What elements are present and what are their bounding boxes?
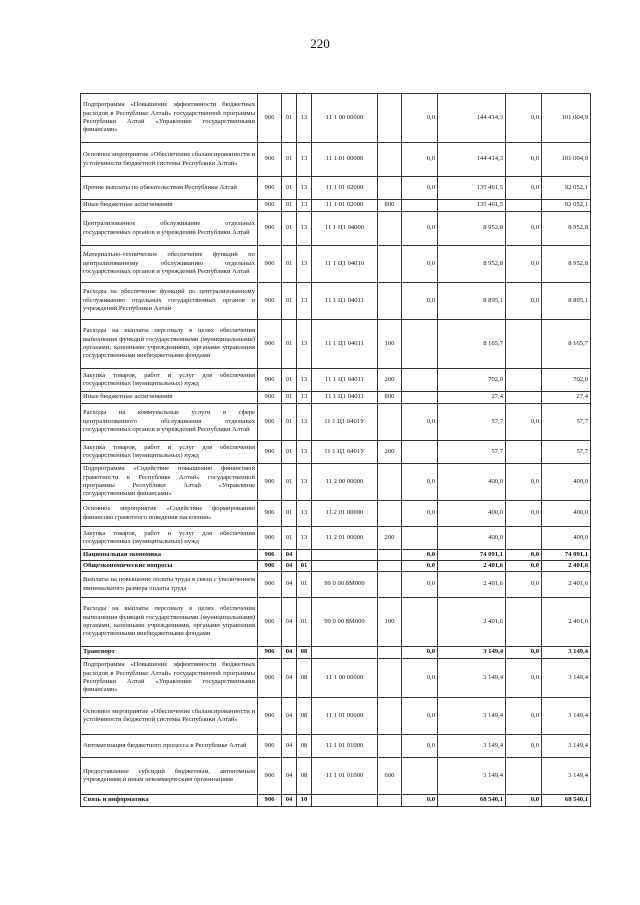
amount-cell-2: 3 149,4 — [438, 758, 506, 795]
amount-cell-2: 144 414,3 — [438, 94, 506, 143]
target-article-cell: 11 1 Ц1 04011 — [312, 392, 378, 404]
amount-cell-1: 0,0 — [402, 572, 438, 598]
amount-cell-1: 0,0 — [402, 647, 438, 659]
amount-cell-4: 702,0 — [542, 369, 591, 392]
section-code-cell: 01 — [282, 143, 297, 177]
grbs-code-cell: 906 — [258, 501, 282, 527]
amount-cell-1: 0,0 — [402, 246, 438, 283]
page-number: 220 — [310, 36, 330, 51]
amount-cell-2: 74 091,1 — [438, 550, 506, 561]
subsection-code-cell: 13 — [297, 283, 312, 320]
grbs-code-cell: 906 — [258, 527, 282, 550]
grbs-code-cell: 906 — [258, 212, 282, 246]
expense-type-cell — [378, 246, 402, 283]
table-row — [81, 758, 591, 795]
subsection-code-cell: 13 — [297, 527, 312, 550]
expense-type-cell: 200 — [378, 369, 402, 392]
section-code-cell: 04 — [282, 735, 297, 758]
subsection-code-cell: 13 — [297, 320, 312, 369]
amount-cell-1 — [402, 527, 438, 550]
row-name-cell: Национальная экономика — [81, 550, 258, 561]
row-name-cell: Прочие выплаты по обязательствам Республики Алтай — [81, 177, 258, 200]
grbs-code-cell: 906 — [258, 404, 282, 441]
amount-cell-2: 3 149,4 — [438, 735, 506, 758]
amount-cell-3 — [506, 200, 542, 212]
amount-cell-4: 3 149,4 — [542, 647, 591, 659]
section-code-cell: 01 — [282, 369, 297, 392]
amount-cell-1 — [402, 320, 438, 369]
amount-cell-1: 0,0 — [402, 795, 438, 807]
table-row — [81, 550, 591, 561]
target-article-cell: 11 1 00 00000 — [312, 94, 378, 143]
subsection-code-cell: 08 — [297, 735, 312, 758]
row-name-cell: Транспорт — [81, 647, 258, 659]
expense-type-cell: 100 — [378, 320, 402, 369]
expense-type-cell — [378, 795, 402, 807]
amount-cell-1: 0,0 — [402, 464, 438, 501]
row-name-cell: Расходы на обеспечение функций по централизованному обслуживанию отдельных государственных органов и учреждений Республики Алтай — [81, 283, 258, 320]
amount-cell-1: 0,0 — [402, 143, 438, 177]
table-row — [81, 246, 591, 283]
amount-cell-3: 0,0 — [506, 143, 542, 177]
amount-cell-2: 8 895,1 — [438, 283, 506, 320]
amount-cell-4: 8 952,8 — [542, 212, 591, 246]
amount-cell-2: 8 952,8 — [438, 212, 506, 246]
amount-cell-4: 2 401,6 — [542, 598, 591, 647]
table-row — [81, 94, 591, 143]
amount-cell-3: 0,0 — [506, 501, 542, 527]
amount-cell-2: 3 149,4 — [438, 698, 506, 735]
target-article-cell: 11 1 00 00000 — [312, 659, 378, 698]
table-row — [81, 143, 591, 177]
section-code-cell: 01 — [282, 527, 297, 550]
table-row — [81, 212, 591, 246]
target-article-cell: 11 1 01 00000 — [312, 143, 378, 177]
target-article-cell: 11 1 01 01000 — [312, 758, 378, 795]
amount-cell-4: 2 401,6 — [542, 561, 591, 572]
table-body — [81, 94, 591, 807]
grbs-code-cell: 906 — [258, 659, 282, 698]
row-name-cell: Основное мероприятие «Содействие формированию финансово грамотного поведения населения» — [81, 501, 258, 527]
amount-cell-1 — [402, 392, 438, 404]
amount-cell-1 — [402, 200, 438, 212]
amount-cell-1: 0,0 — [402, 735, 438, 758]
expense-type-cell: 800 — [378, 200, 402, 212]
expense-type-cell: 800 — [378, 392, 402, 404]
expense-type-cell: 600 — [378, 758, 402, 795]
amount-cell-4: 57,7 — [542, 441, 591, 464]
amount-cell-2: 2 401,6 — [438, 598, 506, 647]
amount-cell-4: 8 165,7 — [542, 320, 591, 369]
amount-cell-1: 0,0 — [402, 94, 438, 143]
amount-cell-2: 3 149,4 — [438, 659, 506, 698]
amount-cell-2: 8 165,7 — [438, 320, 506, 369]
grbs-code-cell: 906 — [258, 698, 282, 735]
amount-cell-3 — [506, 320, 542, 369]
amount-cell-4: 101 004,9 — [542, 94, 591, 143]
amount-cell-4: 3 149,4 — [542, 735, 591, 758]
expense-type-cell — [378, 212, 402, 246]
amount-cell-1: 0,0 — [402, 550, 438, 561]
amount-cell-3: 0,0 — [506, 561, 542, 572]
amount-cell-2: 400,0 — [438, 464, 506, 501]
amount-cell-4: 27,4 — [542, 392, 591, 404]
amount-cell-3 — [506, 527, 542, 550]
section-code-cell: 04 — [282, 698, 297, 735]
amount-cell-3 — [506, 392, 542, 404]
amount-cell-3: 0,0 — [506, 464, 542, 501]
row-name-cell: Предоставление субсидий бюджетным, автономным учреждениям и иным некоммерческим организациям — [81, 758, 258, 795]
amount-cell-2: 8 952,8 — [438, 246, 506, 283]
expense-type-cell — [378, 647, 402, 659]
amount-cell-3 — [506, 441, 542, 464]
section-code-cell: 04 — [282, 598, 297, 647]
expense-type-cell — [378, 572, 402, 598]
table-row — [81, 647, 591, 659]
subsection-code-cell: 13 — [297, 94, 312, 143]
subsection-code-cell: 08 — [297, 758, 312, 795]
amount-cell-3 — [506, 369, 542, 392]
target-article-cell — [312, 561, 378, 572]
target-article-cell: 99 0 00 8М000 — [312, 598, 378, 647]
amount-cell-2: 3 149,4 — [438, 647, 506, 659]
grbs-code-cell: 906 — [258, 598, 282, 647]
grbs-code-cell: 906 — [258, 758, 282, 795]
amount-cell-1 — [402, 441, 438, 464]
row-name-cell: Закупка товаров, работ и услуг для обеспечения государственных (муниципальных) нужд — [81, 441, 258, 464]
table-row — [81, 369, 591, 392]
table-row — [81, 795, 591, 807]
grbs-code-cell: 906 — [258, 392, 282, 404]
row-name-cell: Основное мероприятие «Обеспечение сбалансированности и устойчивости бюджетной системы Республики Алтай» — [81, 698, 258, 735]
subsection-code-cell: 13 — [297, 392, 312, 404]
expense-type-cell — [378, 501, 402, 527]
target-article-cell: 11 2 00 00000 — [312, 464, 378, 501]
target-article-cell: 11 2 01 00000 — [312, 527, 378, 550]
expense-type-cell — [378, 143, 402, 177]
amount-cell-1: 0,0 — [402, 501, 438, 527]
subsection-code-cell: 13 — [297, 246, 312, 283]
expense-type-cell — [378, 283, 402, 320]
grbs-code-cell: 906 — [258, 320, 282, 369]
expense-type-cell — [378, 735, 402, 758]
amount-cell-3 — [506, 598, 542, 647]
amount-cell-2: 702,0 — [438, 369, 506, 392]
amount-cell-1 — [402, 598, 438, 647]
row-name-cell: Основное мероприятие «Обеспечение сбалансированности и устойчивости бюджетной системы Республики Алтай» — [81, 143, 258, 177]
table-row — [81, 283, 591, 320]
amount-cell-2: 400,0 — [438, 501, 506, 527]
amount-cell-3: 0,0 — [506, 659, 542, 698]
section-code-cell: 01 — [282, 283, 297, 320]
target-article-cell: 11 1 Ц1 0401У — [312, 404, 378, 441]
section-code-cell: 04 — [282, 561, 297, 572]
amount-cell-3: 0,0 — [506, 94, 542, 143]
amount-cell-3: 0,0 — [506, 647, 542, 659]
amount-cell-3: 0,0 — [506, 177, 542, 200]
target-article-cell: 11 1 Ц1 04000 — [312, 212, 378, 246]
target-article-cell: 11 1 01 00000 — [312, 698, 378, 735]
target-article-cell: 99 0 00 8М000 — [312, 572, 378, 598]
row-name-cell: Подпрограмма «Повышение эффективности бюджетных расходов в Республике Алтай» государственной программы Республики Алтай «Управление государственными финансами» — [81, 94, 258, 143]
section-code-cell: 04 — [282, 795, 297, 807]
subsection-code-cell: 13 — [297, 177, 312, 200]
row-name-cell: Автоматизация бюджетного процесса в Республике Алтай — [81, 735, 258, 758]
row-name-cell: Подпрограмма «Повышение эффективности бюджетных расходов в Республике Алтай» государственной программы Республики Алтай «Управление государственными финансами» — [81, 659, 258, 698]
row-name-cell: Закупка товаров, работ и услуг для обеспечения государственных (муниципальных) нужд — [81, 527, 258, 550]
target-article-cell: 11 1 Ц1 0401У — [312, 441, 378, 464]
amount-cell-2: 57,7 — [438, 404, 506, 441]
amount-cell-3: 0,0 — [506, 550, 542, 561]
amount-cell-4: 400,0 — [542, 501, 591, 527]
section-code-cell: 01 — [282, 404, 297, 441]
table-row — [81, 572, 591, 598]
row-name-cell: Связь и информатика — [81, 795, 258, 807]
table-row — [81, 200, 591, 212]
table-row — [81, 698, 591, 735]
expense-type-cell: 200 — [378, 527, 402, 550]
table-row — [81, 501, 591, 527]
amount-cell-4: 400,0 — [542, 464, 591, 501]
row-name-cell: Расходы на коммунальные услуги в сфере централизованного обслуживания отдельных государственных органов и учреждений Республики Алтай — [81, 404, 258, 441]
target-article-cell: 11 1 01 02000 — [312, 200, 378, 212]
amount-cell-1: 0,0 — [402, 212, 438, 246]
amount-cell-4: 57,7 — [542, 404, 591, 441]
table-row — [81, 735, 591, 758]
amount-cell-1: 0,0 — [402, 659, 438, 698]
amount-cell-2: 27,4 — [438, 392, 506, 404]
row-name-cell: Расходы на выплаты персоналу в целях обеспечения выполнения функций государственными (муниципальными) органами, казенными учреждениями, органами управления государственными внебюджетными фондами — [81, 320, 258, 369]
subsection-code-cell — [297, 550, 312, 561]
amount-cell-2: 2 401,6 — [438, 572, 506, 598]
amount-cell-4: 2 401,6 — [542, 572, 591, 598]
target-article-cell: 11 1 01 02000 — [312, 177, 378, 200]
section-code-cell: 01 — [282, 177, 297, 200]
amount-cell-1 — [402, 758, 438, 795]
grbs-code-cell: 906 — [258, 647, 282, 659]
subsection-code-cell: 08 — [297, 698, 312, 735]
row-name-cell: Подпрограмма «Содействие повышению финансовой грамотности в Республике Алтай» государственной программы Республики Алтай «Управление государственными финансами» — [81, 464, 258, 501]
expense-type-cell — [378, 561, 402, 572]
grbs-code-cell: 906 — [258, 283, 282, 320]
amount-cell-3: 0,0 — [506, 404, 542, 441]
subsection-code-cell: 01 — [297, 561, 312, 572]
amount-cell-2: 144 414,3 — [438, 143, 506, 177]
section-code-cell: 01 — [282, 246, 297, 283]
amount-cell-2: 400,0 — [438, 527, 506, 550]
amount-cell-4: 74 091,1 — [542, 550, 591, 561]
grbs-code-cell: 906 — [258, 735, 282, 758]
subsection-code-cell: 01 — [297, 598, 312, 647]
amount-cell-3: 0,0 — [506, 212, 542, 246]
expense-type-cell — [378, 177, 402, 200]
subsection-code-cell: 10 — [297, 795, 312, 807]
subsection-code-cell: 13 — [297, 464, 312, 501]
budget-table — [80, 93, 591, 807]
amount-cell-1: 0,0 — [402, 283, 438, 320]
grbs-code-cell: 906 — [258, 246, 282, 283]
section-code-cell: 01 — [282, 200, 297, 212]
table-row — [81, 464, 591, 501]
target-article-cell — [312, 795, 378, 807]
amount-cell-4: 3 149,4 — [542, 659, 591, 698]
section-code-cell: 04 — [282, 572, 297, 598]
amount-cell-3: 0,0 — [506, 795, 542, 807]
target-article-cell: 11 2 01 00000 — [312, 501, 378, 527]
table-row — [81, 404, 591, 441]
amount-cell-1: 0,0 — [402, 698, 438, 735]
grbs-code-cell: 906 — [258, 94, 282, 143]
row-name-cell: Иные бюджетные ассигнования — [81, 200, 258, 212]
section-code-cell: 01 — [282, 94, 297, 143]
amount-cell-2: 135 461,5 — [438, 177, 506, 200]
amount-cell-4: 400,0 — [542, 527, 591, 550]
amount-cell-3: 0,0 — [506, 572, 542, 598]
section-code-cell: 04 — [282, 659, 297, 698]
grbs-code-cell: 906 — [258, 550, 282, 561]
subsection-code-cell: 08 — [297, 647, 312, 659]
expense-type-cell: 200 — [378, 441, 402, 464]
section-code-cell: 01 — [282, 392, 297, 404]
grbs-code-cell: 906 — [258, 143, 282, 177]
amount-cell-2: 68 540,1 — [438, 795, 506, 807]
row-name-cell: Иные бюджетные ассигнования — [81, 392, 258, 404]
table-row — [81, 392, 591, 404]
grbs-code-cell: 906 — [258, 177, 282, 200]
amount-cell-4: 68 540,1 — [542, 795, 591, 807]
grbs-code-cell: 906 — [258, 795, 282, 807]
amount-cell-2: 2 401,6 — [438, 561, 506, 572]
amount-cell-3: 0,0 — [506, 283, 542, 320]
table-row — [81, 441, 591, 464]
subsection-code-cell: 13 — [297, 441, 312, 464]
amount-cell-2: 135 461,5 — [438, 200, 506, 212]
section-code-cell: 01 — [282, 212, 297, 246]
subsection-code-cell: 13 — [297, 143, 312, 177]
target-article-cell — [312, 550, 378, 561]
amount-cell-3 — [506, 758, 542, 795]
section-code-cell: 01 — [282, 501, 297, 527]
subsection-code-cell: 01 — [297, 572, 312, 598]
section-code-cell: 01 — [282, 464, 297, 501]
grbs-code-cell: 906 — [258, 369, 282, 392]
table-row — [81, 320, 591, 369]
target-article-cell — [312, 647, 378, 659]
expense-type-cell: 100 — [378, 598, 402, 647]
grbs-code-cell: 906 — [258, 464, 282, 501]
target-article-cell: 11 1 Ц1 04011 — [312, 320, 378, 369]
section-code-cell: 04 — [282, 550, 297, 561]
table-row — [81, 561, 591, 572]
subsection-code-cell: 13 — [297, 200, 312, 212]
expense-type-cell — [378, 659, 402, 698]
subsection-code-cell: 13 — [297, 501, 312, 527]
amount-cell-1: 0,0 — [402, 561, 438, 572]
amount-cell-4: 92 052,1 — [542, 200, 591, 212]
table-row — [81, 177, 591, 200]
expense-type-cell — [378, 94, 402, 143]
table-row — [81, 659, 591, 698]
grbs-code-cell: 906 — [258, 200, 282, 212]
row-name-cell: Расходы на выплаты персоналу в целях обеспечения выполнения функций государственными (муниципальными) органами, казенными учреждениями, органами управления государственными внебюджетными фондами — [81, 598, 258, 647]
expense-type-cell — [378, 550, 402, 561]
expense-type-cell — [378, 464, 402, 501]
subsection-code-cell: 13 — [297, 404, 312, 441]
grbs-code-cell: 906 — [258, 572, 282, 598]
table-row — [81, 598, 591, 647]
amount-cell-4: 3 149,4 — [542, 698, 591, 735]
amount-cell-2: 57,7 — [438, 441, 506, 464]
amount-cell-4: 101 004,9 — [542, 143, 591, 177]
amount-cell-3: 0,0 — [506, 246, 542, 283]
subsection-code-cell: 08 — [297, 659, 312, 698]
subsection-code-cell: 13 — [297, 369, 312, 392]
target-article-cell: 11 1 01 01000 — [312, 735, 378, 758]
target-article-cell: 11 1 Ц1 04011 — [312, 283, 378, 320]
amount-cell-4: 8 952,8 — [542, 246, 591, 283]
expense-type-cell — [378, 698, 402, 735]
target-article-cell: 11 1 Ц1 04011 — [312, 369, 378, 392]
amount-cell-1: 0,0 — [402, 404, 438, 441]
grbs-code-cell: 906 — [258, 561, 282, 572]
section-code-cell: 01 — [282, 320, 297, 369]
row-name-cell: Централизованное обслуживание отдельных государственных органов и учреждений Республики Алтай — [81, 212, 258, 246]
subsection-code-cell: 13 — [297, 212, 312, 246]
grbs-code-cell: 906 — [258, 441, 282, 464]
row-name-cell: Закупка товаров, работ и услуг для обеспечения государственных (муниципальных) нужд — [81, 369, 258, 392]
target-article-cell: 11 1 Ц1 04010 — [312, 246, 378, 283]
amount-cell-3: 0,0 — [506, 698, 542, 735]
section-code-cell: 01 — [282, 441, 297, 464]
row-name-cell: Выплаты на повышение оплаты труда в связи с увеличением минимального размера оплаты труда — [81, 572, 258, 598]
expense-type-cell — [378, 404, 402, 441]
amount-cell-4: 3 149,4 — [542, 758, 591, 795]
section-code-cell: 04 — [282, 758, 297, 795]
amount-cell-1: 0,0 — [402, 177, 438, 200]
amount-cell-4: 8 895,1 — [542, 283, 591, 320]
amount-cell-4: 92 052,1 — [542, 177, 591, 200]
row-name-cell: Материально-техническое обеспечение функций по централизованному обслуживанию отдельных государственных органов и учреждений Республики Алтай — [81, 246, 258, 283]
amount-cell-3: 0,0 — [506, 735, 542, 758]
section-code-cell: 04 — [282, 647, 297, 659]
amount-cell-1 — [402, 369, 438, 392]
table-row — [81, 527, 591, 550]
row-name-cell: Общеэкономические вопросы — [81, 561, 258, 572]
